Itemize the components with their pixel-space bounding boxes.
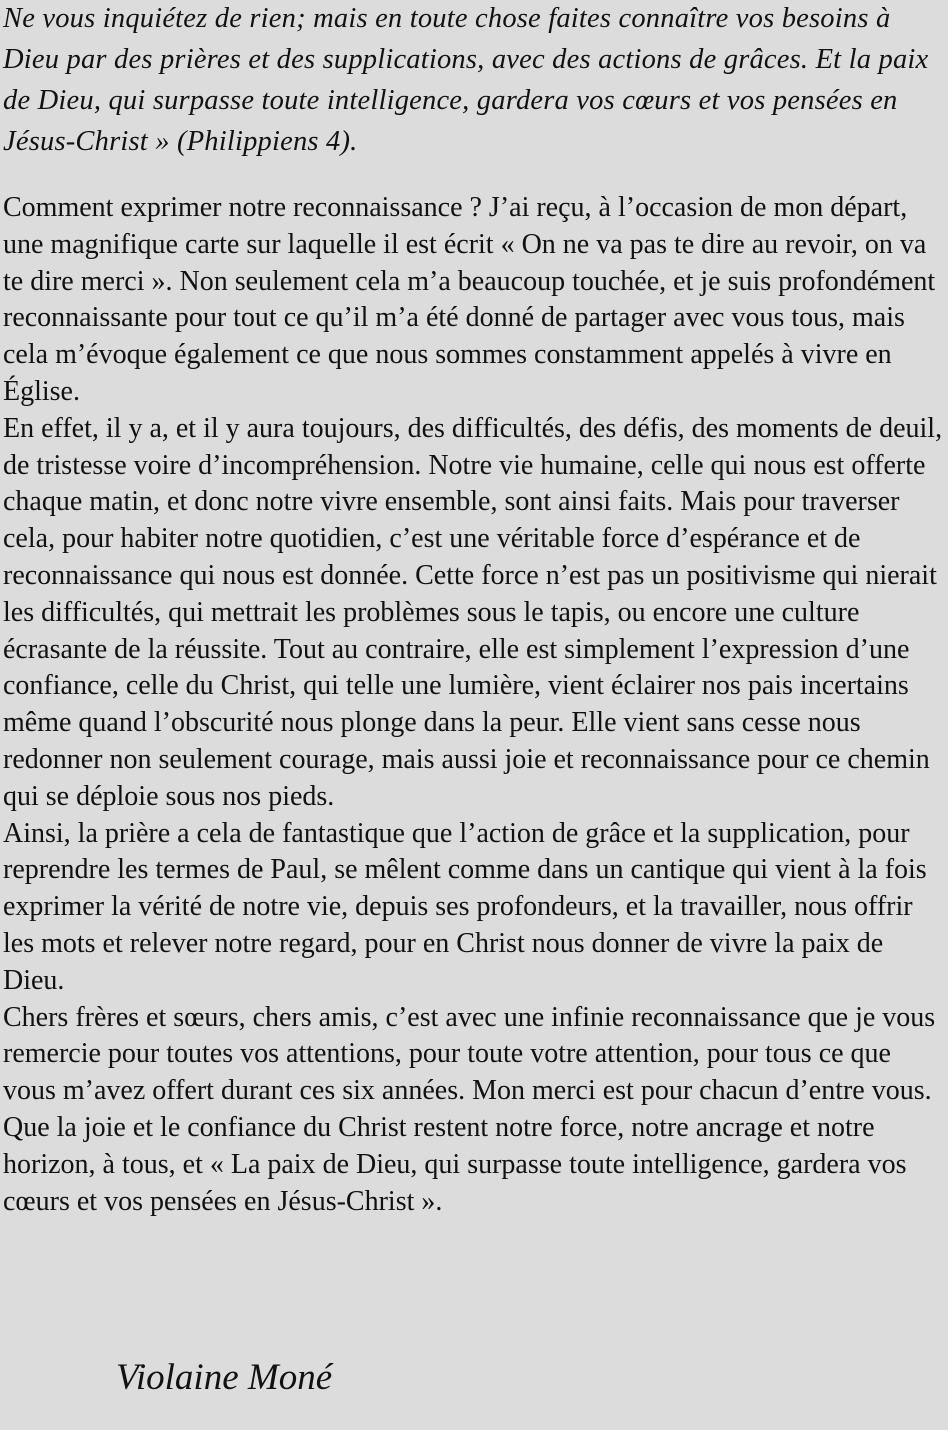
paragraph-prayer: Ainsi, la prière a cela de fantastique que l’action de grâce et la supplication, pour reprendre les termes de Paul, se mêlent comme dans un cantique qui vient à la fois exprimer la vérité de notre vie, depuis ses profondeurs, et la travailler, nous offrir les mots et relever notre regard, pour en Christ nous donner de vivre la paix de Dieu.: [3, 817, 927, 996]
paragraph-gratitude: Comment exprimer notre reconnaissance ? J’ai reçu, à l’occasion de mon départ, une magnifique carte sur laquelle il est écrit « On ne va pas te dire au revoir, on va te dire merci ». Non seulement cela m’a beaucoup touchée, et je suis profondément reconnaissante pour tout ce qu’il m’a été donné de partager avec vous tous, mais cela m’évoque également ce que nous sommes constamment appelés à vivre en Église.: [3, 192, 936, 407]
letter-body: [3, 190, 948, 1220]
paragraph-hope: En effet, il y a, et il y aura toujours, des difficultés, des défis, des moments de deuil, de tristesse voire d’incompréhension. Notre vie humaine, celle qui nous est offerte chaque matin, et donc notre vivre ensemble, sont ainsi faits. Mais pour traverser cela, pour habiter notre quotidien, c’est une véritable force d’espérance et de reconnaissance qui nous est donnée. Cette force n’est pas un positivisme qui nierait les difficultés, qui mettrait les problèmes sous le tapis, ou encore une culture écrasante de la réussite. Tout au contraire, elle est simplement l’expression d’une confiance, celle du Christ, qui telle une lumière, vient éclairer nos pais incertains même quand l’obscurité nous plonge dans la peur. Elle vient sans cesse nous redonner non seulement courage, mais aussi joie et reconnaissance pour ce chemin qui se déploie sous nos pieds.: [3, 412, 943, 812]
signature: Violaine Moné: [116, 1357, 333, 1398]
epigraph-quote: Ne vous inquiétez de rien; mais en toute chose faites connaître vos besoins à Dieu par des prières et des supplications, avec des actions de grâces. Et la paix de Dieu, qui surpasse toute intelligence, gardera vos cœurs et vos pensées en Jésus-Christ » (Philippiens 4).: [3, 3, 929, 157]
paragraph-thanks: Chers frères et sœurs, chers amis, c’est avec une infinie reconnaissance que je vous remercie pour toutes vos attentions, pour toute votre attention, pour tous ce que vous m’avez offert durant ces six années. Mon merci est pour chacun d’entre vous. Que la joie et le confiance du Christ restent notre force, notre ancrage et notre horizon, à tous, et « La paix de Dieu, qui surpasse toute intelligence, gardera vos cœurs et vos pensées en Jésus-Christ ».: [3, 1001, 936, 1217]
